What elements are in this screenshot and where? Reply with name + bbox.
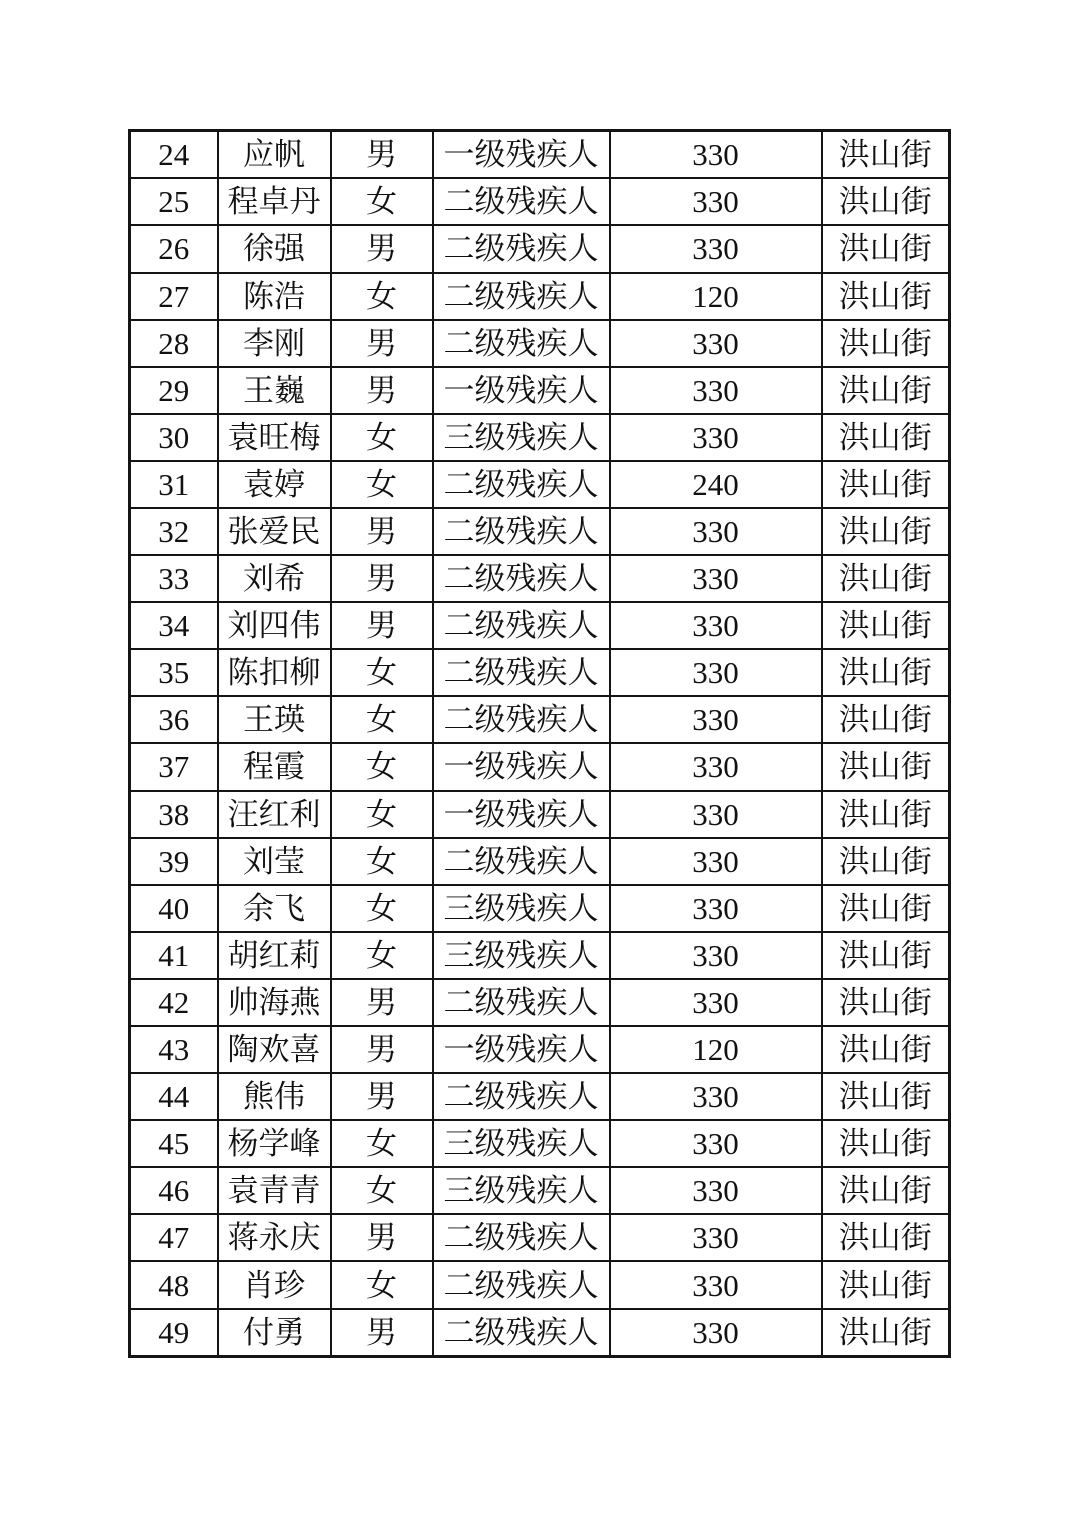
amount-cell: 330 xyxy=(610,1120,822,1167)
gender-cell: 男 xyxy=(331,1073,433,1120)
name-cell: 袁旺梅 xyxy=(218,414,331,461)
street-cell: 洪山街 xyxy=(822,649,950,696)
street-cell: 洪山街 xyxy=(822,367,950,414)
table-row xyxy=(130,743,950,790)
name-cell: 胡红莉 xyxy=(218,932,331,979)
table-row xyxy=(130,791,950,838)
amount-cell: 330 xyxy=(610,414,822,461)
amount-cell: 330 xyxy=(610,1214,822,1261)
serial-cell: 35 xyxy=(130,649,218,696)
table-row xyxy=(130,1026,950,1073)
street-cell: 洪山街 xyxy=(822,508,950,555)
gender-cell: 女 xyxy=(331,791,433,838)
gender-cell: 女 xyxy=(331,461,433,508)
category-cell: 二级残疾人 xyxy=(433,1214,610,1261)
serial-cell: 47 xyxy=(130,1214,218,1261)
table-row xyxy=(130,367,950,414)
name-cell: 刘莹 xyxy=(218,838,331,885)
table-row xyxy=(130,1073,950,1120)
category-cell: 一级残疾人 xyxy=(433,791,610,838)
name-cell: 陈扣柳 xyxy=(218,649,331,696)
category-cell: 二级残疾人 xyxy=(433,273,610,320)
gender-cell: 女 xyxy=(331,273,433,320)
name-cell: 程卓丹 xyxy=(218,178,331,225)
street-cell: 洪山街 xyxy=(822,602,950,649)
serial-cell: 27 xyxy=(130,273,218,320)
amount-cell: 330 xyxy=(610,743,822,790)
gender-cell: 女 xyxy=(331,885,433,932)
category-cell: 二级残疾人 xyxy=(433,555,610,602)
category-cell: 一级残疾人 xyxy=(433,367,610,414)
gender-cell: 女 xyxy=(331,696,433,743)
amount-cell: 330 xyxy=(610,1309,822,1357)
gender-cell: 男 xyxy=(331,602,433,649)
name-cell: 程霞 xyxy=(218,743,331,790)
table-row xyxy=(130,649,950,696)
street-cell: 洪山街 xyxy=(822,932,950,979)
name-cell: 应帆 xyxy=(218,131,331,179)
category-cell: 二级残疾人 xyxy=(433,649,610,696)
gender-cell: 女 xyxy=(331,932,433,979)
serial-cell: 31 xyxy=(130,461,218,508)
serial-cell: 48 xyxy=(130,1261,218,1308)
gender-cell: 男 xyxy=(331,555,433,602)
gender-cell: 男 xyxy=(331,367,433,414)
table-row xyxy=(130,1120,950,1167)
table-row xyxy=(130,508,950,555)
street-cell: 洪山街 xyxy=(822,555,950,602)
amount-cell: 330 xyxy=(610,367,822,414)
serial-cell: 43 xyxy=(130,1026,218,1073)
serial-cell: 33 xyxy=(130,555,218,602)
table-row xyxy=(130,932,950,979)
serial-cell: 39 xyxy=(130,838,218,885)
gender-cell: 男 xyxy=(331,1026,433,1073)
name-cell: 徐强 xyxy=(218,225,331,272)
category-cell: 二级残疾人 xyxy=(433,1261,610,1308)
category-cell: 三级残疾人 xyxy=(433,414,610,461)
name-cell: 熊伟 xyxy=(218,1073,331,1120)
street-cell: 洪山街 xyxy=(822,696,950,743)
amount-cell: 330 xyxy=(610,932,822,979)
serial-cell: 24 xyxy=(130,131,218,179)
amount-cell: 240 xyxy=(610,461,822,508)
gender-cell: 男 xyxy=(331,320,433,367)
table-row xyxy=(130,602,950,649)
category-cell: 二级残疾人 xyxy=(433,461,610,508)
table-row xyxy=(130,461,950,508)
table-row xyxy=(130,414,950,461)
street-cell: 洪山街 xyxy=(822,1214,950,1261)
category-cell: 二级残疾人 xyxy=(433,508,610,555)
table-row xyxy=(130,555,950,602)
table-row xyxy=(130,1309,950,1357)
table-row xyxy=(130,178,950,225)
name-cell: 蒋永庆 xyxy=(218,1214,331,1261)
street-cell: 洪山街 xyxy=(822,1073,950,1120)
amount-cell: 330 xyxy=(610,555,822,602)
gender-cell: 女 xyxy=(331,1261,433,1308)
table-row xyxy=(130,131,950,179)
gender-cell: 男 xyxy=(331,1214,433,1261)
serial-cell: 44 xyxy=(130,1073,218,1120)
street-cell: 洪山街 xyxy=(822,461,950,508)
name-cell: 付勇 xyxy=(218,1309,331,1357)
name-cell: 王瑛 xyxy=(218,696,331,743)
serial-cell: 34 xyxy=(130,602,218,649)
amount-cell: 330 xyxy=(610,1073,822,1120)
table-row xyxy=(130,1214,950,1261)
gender-cell: 男 xyxy=(331,979,433,1026)
name-cell: 陶欢喜 xyxy=(218,1026,331,1073)
street-cell: 洪山街 xyxy=(822,885,950,932)
category-cell: 一级残疾人 xyxy=(433,1026,610,1073)
category-cell: 二级残疾人 xyxy=(433,1309,610,1357)
serial-cell: 37 xyxy=(130,743,218,790)
gender-cell: 女 xyxy=(331,649,433,696)
table-row xyxy=(130,273,950,320)
serial-cell: 49 xyxy=(130,1309,218,1357)
street-cell: 洪山街 xyxy=(822,743,950,790)
amount-cell: 330 xyxy=(610,508,822,555)
gender-cell: 女 xyxy=(331,743,433,790)
subsidy-table xyxy=(128,129,951,1358)
street-cell: 洪山街 xyxy=(822,225,950,272)
street-cell: 洪山街 xyxy=(822,791,950,838)
serial-cell: 26 xyxy=(130,225,218,272)
amount-cell: 330 xyxy=(610,696,822,743)
gender-cell: 女 xyxy=(331,178,433,225)
street-cell: 洪山街 xyxy=(822,320,950,367)
amount-cell: 330 xyxy=(610,178,822,225)
gender-cell: 男 xyxy=(331,508,433,555)
table-row xyxy=(130,838,950,885)
street-cell: 洪山街 xyxy=(822,838,950,885)
amount-cell: 330 xyxy=(610,791,822,838)
category-cell: 三级残疾人 xyxy=(433,1120,610,1167)
name-cell: 杨学峰 xyxy=(218,1120,331,1167)
amount-cell: 330 xyxy=(610,1261,822,1308)
category-cell: 二级残疾人 xyxy=(433,979,610,1026)
street-cell: 洪山街 xyxy=(822,979,950,1026)
name-cell: 袁青青 xyxy=(218,1167,331,1214)
name-cell: 陈浩 xyxy=(218,273,331,320)
amount-cell: 120 xyxy=(610,273,822,320)
category-cell: 三级残疾人 xyxy=(433,1167,610,1214)
name-cell: 袁婷 xyxy=(218,461,331,508)
category-cell: 一级残疾人 xyxy=(433,131,610,179)
gender-cell: 男 xyxy=(331,1309,433,1357)
category-cell: 二级残疾人 xyxy=(433,1073,610,1120)
amount-cell: 330 xyxy=(610,979,822,1026)
gender-cell: 女 xyxy=(331,414,433,461)
gender-cell: 男 xyxy=(331,225,433,272)
name-cell: 刘希 xyxy=(218,555,331,602)
table-row xyxy=(130,979,950,1026)
street-cell: 洪山街 xyxy=(822,1120,950,1167)
street-cell: 洪山街 xyxy=(822,178,950,225)
serial-cell: 40 xyxy=(130,885,218,932)
amount-cell: 330 xyxy=(610,649,822,696)
table-row xyxy=(130,696,950,743)
serial-cell: 32 xyxy=(130,508,218,555)
name-cell: 肖珍 xyxy=(218,1261,331,1308)
category-cell: 一级残疾人 xyxy=(433,743,610,790)
table-row xyxy=(130,1167,950,1214)
table-row xyxy=(130,1261,950,1308)
name-cell: 余飞 xyxy=(218,885,331,932)
name-cell: 刘四伟 xyxy=(218,602,331,649)
serial-cell: 25 xyxy=(130,178,218,225)
amount-cell: 120 xyxy=(610,1026,822,1073)
serial-cell: 41 xyxy=(130,932,218,979)
street-cell: 洪山街 xyxy=(822,1261,950,1308)
name-cell: 汪红利 xyxy=(218,791,331,838)
name-cell: 帅海燕 xyxy=(218,979,331,1026)
table-row xyxy=(130,225,950,272)
serial-cell: 45 xyxy=(130,1120,218,1167)
name-cell: 张爱民 xyxy=(218,508,331,555)
category-cell: 三级残疾人 xyxy=(433,932,610,979)
street-cell: 洪山街 xyxy=(822,273,950,320)
serial-cell: 42 xyxy=(130,979,218,1026)
serial-cell: 46 xyxy=(130,1167,218,1214)
category-cell: 二级残疾人 xyxy=(433,320,610,367)
serial-cell: 28 xyxy=(130,320,218,367)
amount-cell: 330 xyxy=(610,885,822,932)
name-cell: 李刚 xyxy=(218,320,331,367)
gender-cell: 女 xyxy=(331,1120,433,1167)
serial-cell: 38 xyxy=(130,791,218,838)
amount-cell: 330 xyxy=(610,131,822,179)
amount-cell: 330 xyxy=(610,225,822,272)
category-cell: 二级残疾人 xyxy=(433,602,610,649)
table-row xyxy=(130,885,950,932)
name-cell: 王巍 xyxy=(218,367,331,414)
category-cell: 二级残疾人 xyxy=(433,696,610,743)
amount-cell: 330 xyxy=(610,320,822,367)
street-cell: 洪山街 xyxy=(822,1167,950,1214)
category-cell: 二级残疾人 xyxy=(433,225,610,272)
street-cell: 洪山街 xyxy=(822,1309,950,1357)
category-cell: 二级残疾人 xyxy=(433,178,610,225)
gender-cell: 女 xyxy=(331,1167,433,1214)
category-cell: 三级残疾人 xyxy=(433,885,610,932)
category-cell: 二级残疾人 xyxy=(433,838,610,885)
street-cell: 洪山街 xyxy=(822,414,950,461)
serial-cell: 36 xyxy=(130,696,218,743)
amount-cell: 330 xyxy=(610,1167,822,1214)
street-cell: 洪山街 xyxy=(822,1026,950,1073)
street-cell: 洪山街 xyxy=(822,131,950,179)
serial-cell: 30 xyxy=(130,414,218,461)
serial-cell: 29 xyxy=(130,367,218,414)
amount-cell: 330 xyxy=(610,602,822,649)
gender-cell: 男 xyxy=(331,131,433,179)
amount-cell: 330 xyxy=(610,838,822,885)
table-row xyxy=(130,320,950,367)
gender-cell: 女 xyxy=(331,838,433,885)
